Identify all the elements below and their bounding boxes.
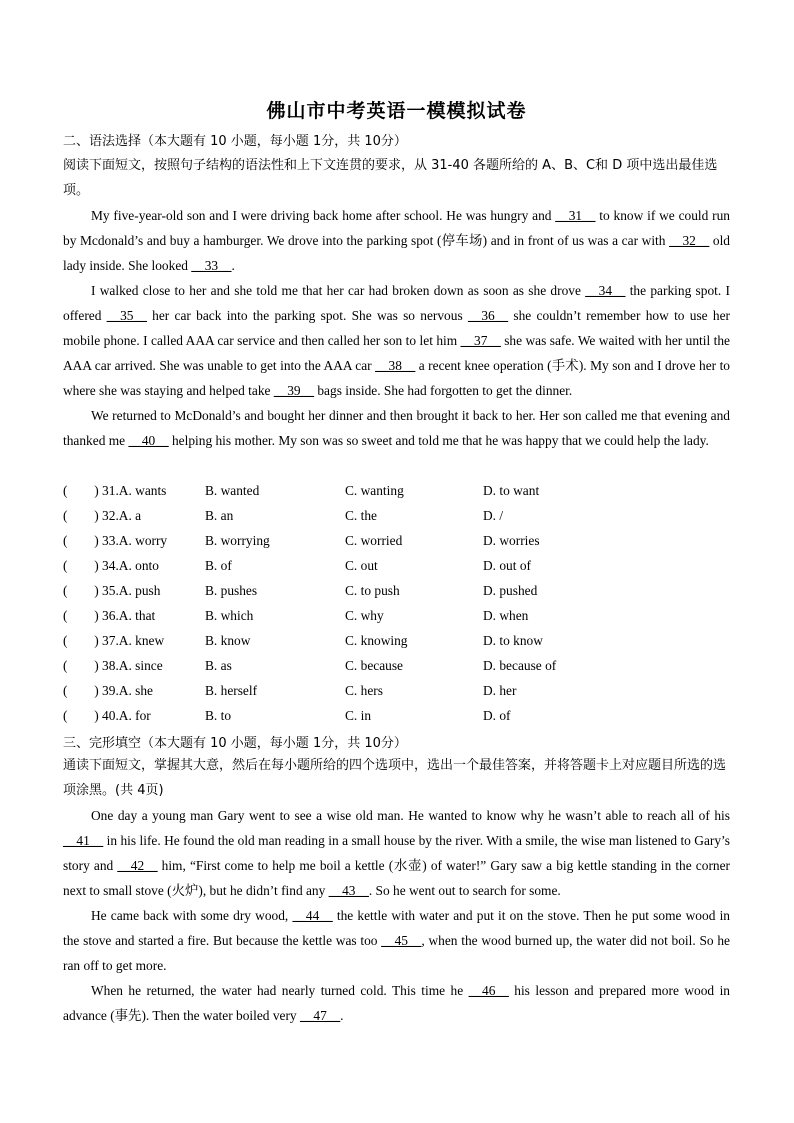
passage-paragraph xyxy=(63,403,730,453)
answer-blank: __43__ xyxy=(328,883,369,898)
question-row xyxy=(63,603,730,628)
passage-paragraph xyxy=(63,803,730,903)
question-number: ( ) 35.A. push xyxy=(63,583,161,598)
passage-text: the kettle with water and put it on the stove. Then he put some wood in the stove and started a fire. But because the kettle was too xyxy=(63,908,730,948)
option-c: C. why xyxy=(345,608,384,623)
option-c: C. the xyxy=(345,508,377,523)
passage-text: I walked close to her and she told me that her car had broken down as soon as she drove xyxy=(91,283,586,298)
option-c: C. out xyxy=(345,558,378,573)
option-d: D. / xyxy=(483,508,504,523)
question-number: ( ) 38.A. since xyxy=(63,658,163,673)
question-row xyxy=(63,653,730,678)
passage-text: him, “First come to help me boil a kettle (水壶) of water!” Gary saw a big kettle standing in the corner next to small stove (火炉), but he didn’t find any xyxy=(63,858,731,898)
answer-blank: __33__ xyxy=(191,258,232,273)
page-title: 佛山市中考英语一模模拟试卷 xyxy=(266,100,527,122)
question-number: ( ) 37.A. knew xyxy=(63,633,165,648)
option-b: B. as xyxy=(205,658,232,673)
option-b: B. herself xyxy=(205,683,258,698)
option-b: B. know xyxy=(205,633,251,648)
answer-blank: __47__ xyxy=(299,1008,341,1023)
passage-text: . xyxy=(340,1008,344,1023)
passage-text: she was safe. We waited with her until the AAA car arrived. She was unable to get into the AAA car xyxy=(63,333,730,373)
option-c: C. hers xyxy=(345,683,383,698)
answer-blank: __36__ xyxy=(467,308,509,323)
passage-text: My five-year-old son and I were driving back home after school. He was hungry and xyxy=(91,208,556,223)
option-b: B. worrying xyxy=(205,533,270,548)
option-b: B. wanted xyxy=(205,483,260,498)
question-row xyxy=(63,628,730,653)
passage-paragraph xyxy=(63,203,730,278)
option-b: B. which xyxy=(205,608,254,623)
section-3-instruction: 通读下面短文，掌握其大意，然后在每小题所给的四个选项中，选出一个最佳答案，并将答题卡上对应题目所选的选项涂黑。(共 4页) xyxy=(63,758,727,798)
passage-text: a recent knee operation (手术). My son and I drove her to where she was staying and helped take xyxy=(63,358,730,398)
option-c: C. wanting xyxy=(345,483,404,498)
passage-text: . xyxy=(231,258,235,273)
question-number: ( ) 31.A. wants xyxy=(63,483,167,498)
answer-blank: __39__ xyxy=(273,383,315,398)
option-d: D. worries xyxy=(483,533,540,548)
passage-text: old lady inside. She looked xyxy=(63,233,730,273)
answer-blank: __34__ xyxy=(585,283,626,298)
option-c: C. knowing xyxy=(345,633,408,648)
option-b: B. an xyxy=(205,508,234,523)
options-list xyxy=(63,478,730,728)
question-row xyxy=(63,703,730,728)
question-number: ( ) 32.A. a xyxy=(63,508,142,523)
answer-blank: __42__ xyxy=(117,858,158,873)
option-b: B. to xyxy=(205,708,232,723)
answer-blank: __45__ xyxy=(381,933,422,948)
answer-blank: __35__ xyxy=(106,308,147,323)
passage-text: in his life. He found the old man reading in a small house by the river. With a smile, the wise man listened to Gary’s story and xyxy=(63,833,730,873)
answer-blank: __31__ xyxy=(555,208,596,223)
option-d: D. because of xyxy=(483,658,557,673)
passage-text: , when the wood burned up, the water did not boil. So he ran off to get more. xyxy=(63,933,730,973)
option-d: D. out of xyxy=(483,558,531,573)
option-b: B. pushes xyxy=(205,583,258,598)
question-row xyxy=(63,478,730,503)
passage-text: to know if we could run by Mcdonald’s and buy a hamburger. We drove into the parking spot (停车场) and in front of us was a car with xyxy=(63,208,730,248)
answer-blank: __37__ xyxy=(460,333,501,348)
question-row xyxy=(63,678,730,703)
passage-paragraph xyxy=(63,978,730,1028)
option-d: D. pushed xyxy=(483,583,538,598)
option-d: D. her xyxy=(483,683,517,698)
answer-blank: __40__ xyxy=(128,433,169,448)
option-c: C. in xyxy=(345,708,372,723)
option-b: B. of xyxy=(205,558,232,573)
section-2-heading: 二、语法选择（本大题有 10 小题，每小题 1分，共 10分） xyxy=(63,134,407,149)
question-row xyxy=(63,553,730,578)
passage-text: One day a young man Gary went to see a wise old man. He wanted to know why he wasn’t able to reach all of his xyxy=(91,808,730,823)
passage-paragraph xyxy=(63,278,730,403)
option-d: D. of xyxy=(483,708,511,723)
passage-text: his lesson and prepared more wood in advance (事先). Then the water boiled very xyxy=(63,983,730,1023)
answer-blank: __38__ xyxy=(375,358,416,373)
question-number: ( ) 33.A. worry xyxy=(63,533,168,548)
section-2-instruction: 阅读下面短文，按照句子结构的语法性和上下文连贯的要求，从 31-40 各题所给的 A、B、C和 D 项中选出最佳选项。 xyxy=(63,158,718,198)
answer-blank: __44__ xyxy=(292,908,333,923)
passage-text: . So he went out to search for some. xyxy=(368,883,561,898)
question-row xyxy=(63,528,730,553)
passage-text: He came back with some dry wood, xyxy=(91,908,293,923)
question-number: ( ) 34.A. onto xyxy=(63,558,159,573)
passage-text: bags inside. She had forgotten to get the dinner. xyxy=(314,383,573,398)
passage-text: her car back into the parking spot. She was so nervous xyxy=(146,308,468,323)
option-d: D. to want xyxy=(483,483,540,498)
question-row xyxy=(63,503,730,528)
passage-text: We returned to McDonald’s and bought her dinner and then brought it back to her. Her son called me that evening and thanked me xyxy=(63,408,730,448)
option-d: D. when xyxy=(483,608,529,623)
question-row xyxy=(63,578,730,603)
passage-text: helping his mother. My son was so sweet and told me that he was happy that we could help the lady. xyxy=(168,433,709,448)
question-number: ( ) 36.A. that xyxy=(63,608,156,623)
option-c: C. because xyxy=(345,658,404,673)
option-c: C. to push xyxy=(345,583,400,598)
passage-paragraph xyxy=(63,903,730,978)
passage-text: the parking spot. I offered xyxy=(63,283,730,323)
question-number: ( ) 39.A. she xyxy=(63,683,154,698)
passage-text: she couldn’t remember how to use her mobile phone. I called AAA car service and then called her son to let him xyxy=(63,308,730,348)
section-3-heading: 三、完形填空（本大题有 10 小题，每小题 1分，共 10分） xyxy=(63,736,407,751)
option-d: D. to know xyxy=(483,633,543,648)
question-number: ( ) 40.A. for xyxy=(63,708,151,723)
answer-blank: __41__ xyxy=(63,833,104,848)
passage-text: When he returned, the water had nearly turned cold. This time he xyxy=(91,983,469,998)
answer-blank: __32__ xyxy=(669,233,710,248)
option-c: C. worried xyxy=(345,533,403,548)
answer-blank: __46__ xyxy=(468,983,509,998)
